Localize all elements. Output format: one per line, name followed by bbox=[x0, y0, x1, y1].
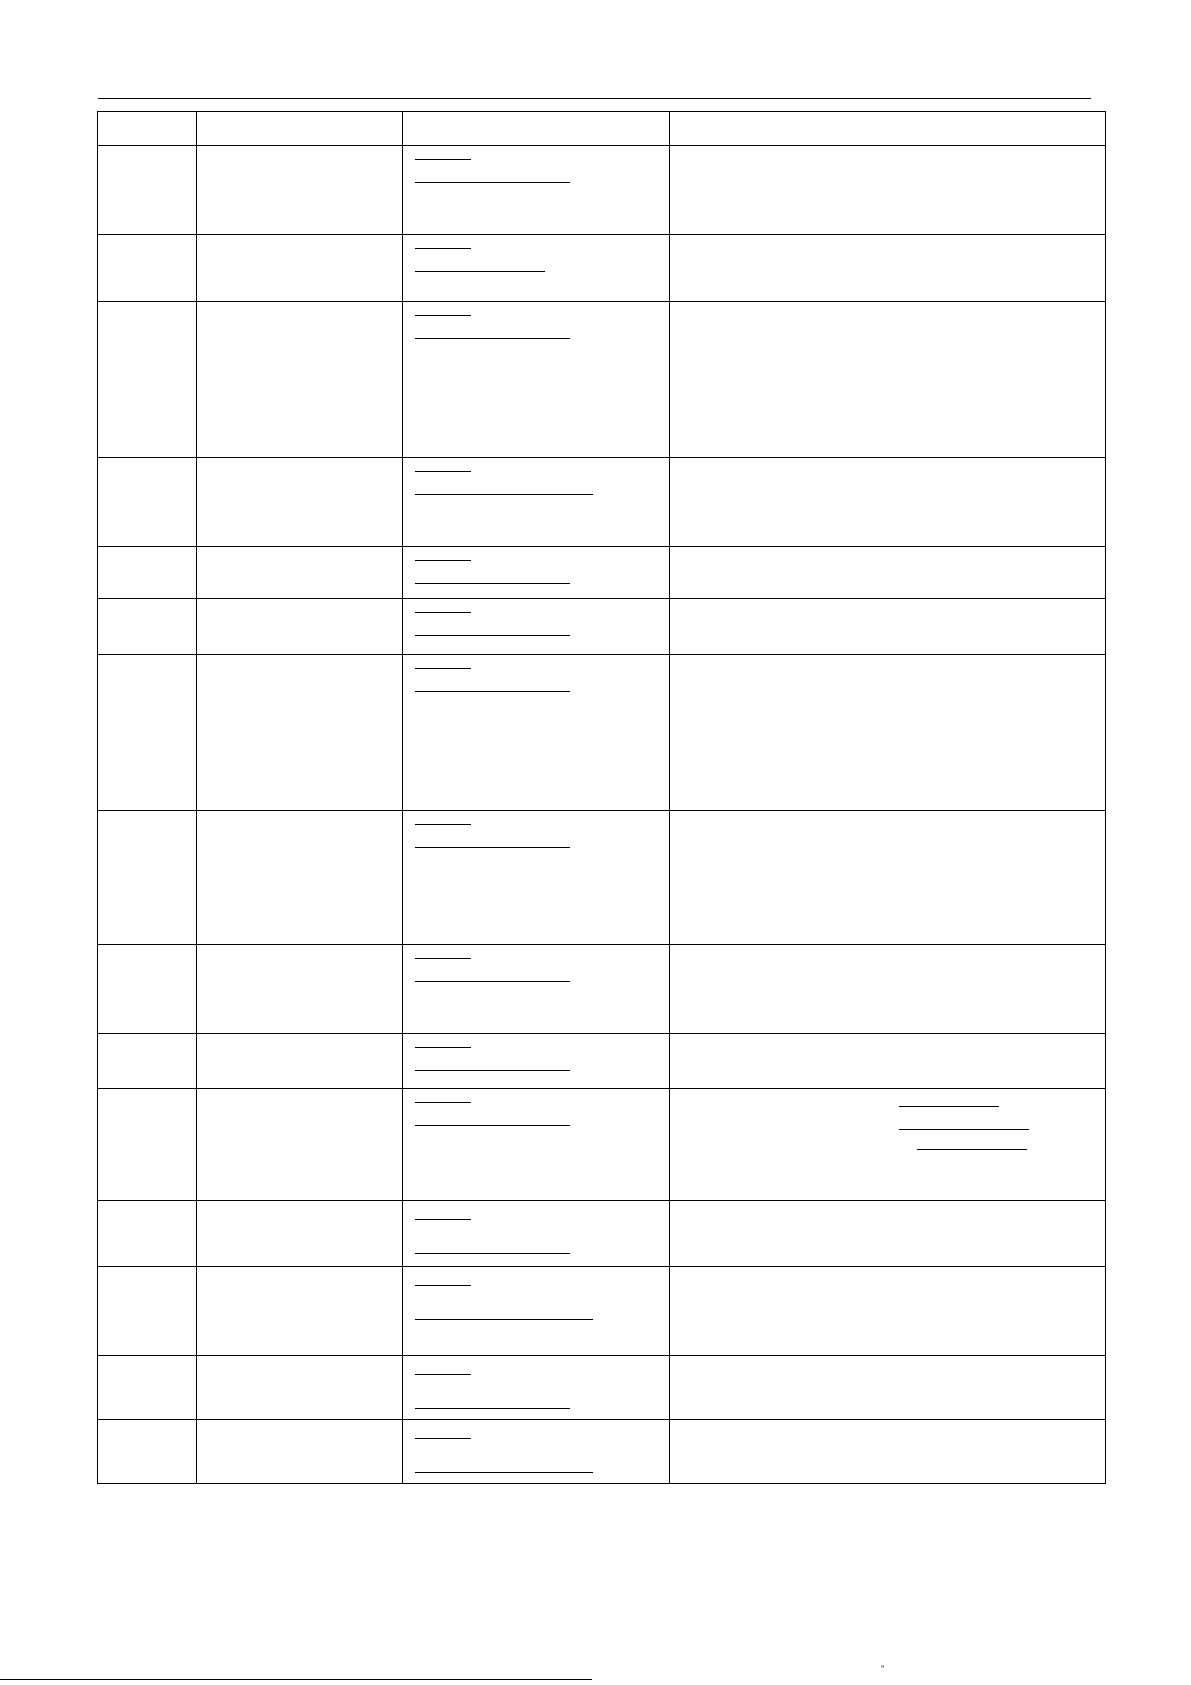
table-row bbox=[98, 945, 1106, 1034]
table-cell-col-b bbox=[197, 1089, 403, 1201]
blank-underline bbox=[415, 1102, 471, 1103]
table-cell-col-d bbox=[670, 1201, 1106, 1267]
table-cell-col-d bbox=[670, 1034, 1106, 1089]
blank-underline bbox=[415, 1319, 593, 1320]
header-cell-2 bbox=[197, 112, 403, 146]
table-row bbox=[98, 458, 1106, 547]
table-row bbox=[98, 1356, 1106, 1420]
table-row bbox=[98, 1089, 1106, 1201]
blank-underline bbox=[899, 1106, 999, 1107]
table-row bbox=[98, 1201, 1106, 1267]
table-cell-col-c bbox=[403, 235, 670, 302]
table-row bbox=[98, 599, 1106, 655]
table-cell-col-a bbox=[98, 945, 197, 1034]
table-cell-col-b bbox=[197, 1267, 403, 1356]
table-cell-col-a bbox=[98, 1089, 197, 1201]
blank-underline bbox=[917, 1149, 1027, 1150]
table-cell-col-d bbox=[670, 1267, 1106, 1356]
table-cell-col-a bbox=[98, 547, 197, 599]
table-row bbox=[98, 302, 1106, 458]
table-cell-col-c bbox=[403, 1267, 670, 1356]
table-cell-col-c bbox=[403, 945, 670, 1034]
blank-underline bbox=[415, 1219, 471, 1220]
table-cell-col-d bbox=[670, 811, 1106, 945]
blank-underline bbox=[899, 1129, 1029, 1130]
table-cell-col-b bbox=[197, 599, 403, 655]
table-cell-col-a bbox=[98, 1201, 197, 1267]
table-cell-col-c bbox=[403, 458, 670, 547]
table-cell-col-c bbox=[403, 302, 670, 458]
blank-underline bbox=[415, 1047, 471, 1048]
table-cell-col-d bbox=[670, 945, 1106, 1034]
blank-underline bbox=[415, 494, 593, 495]
table-cell-col-b bbox=[197, 146, 403, 235]
blank-underline bbox=[415, 583, 570, 584]
table-body bbox=[98, 112, 1106, 1484]
table-cell-col-d bbox=[670, 458, 1106, 547]
blank-underline bbox=[415, 1285, 471, 1286]
table-cell-col-a bbox=[98, 599, 197, 655]
blank-underline bbox=[415, 271, 545, 272]
table-cell-col-a bbox=[98, 1267, 197, 1356]
blank-underline bbox=[415, 471, 471, 472]
blank-underline bbox=[415, 159, 471, 160]
table-cell-col-a bbox=[98, 302, 197, 458]
blank-underline bbox=[415, 1472, 593, 1473]
table-row bbox=[98, 655, 1106, 811]
table-cell-col-a bbox=[98, 1420, 197, 1484]
blank-underline bbox=[415, 1438, 471, 1439]
blank-underline bbox=[415, 560, 471, 561]
table-cell-col-d bbox=[670, 1089, 1106, 1201]
footer-mark: ” bbox=[881, 1664, 884, 1674]
blank-underline bbox=[415, 248, 471, 249]
table-row bbox=[98, 146, 1106, 235]
table-cell-col-b bbox=[197, 547, 403, 599]
blank-underline bbox=[415, 1408, 570, 1409]
table-row bbox=[98, 235, 1106, 302]
table-cell-col-b bbox=[197, 235, 403, 302]
table-cell-col-b bbox=[197, 811, 403, 945]
table-cell-col-c bbox=[403, 1034, 670, 1089]
header-cell-3 bbox=[403, 112, 670, 146]
table-header-row bbox=[98, 112, 1106, 146]
table-cell-col-a bbox=[98, 458, 197, 547]
blank-underline bbox=[415, 824, 471, 825]
table-row bbox=[98, 1267, 1106, 1356]
blank-underline bbox=[415, 847, 570, 848]
table-cell-col-c bbox=[403, 1356, 670, 1420]
header-cell-4 bbox=[670, 112, 1106, 146]
table-cell-col-a bbox=[98, 235, 197, 302]
table-cell-col-a bbox=[98, 146, 197, 235]
table-cell-col-b bbox=[197, 1420, 403, 1484]
table-row bbox=[98, 1034, 1106, 1089]
table-cell-col-c bbox=[403, 655, 670, 811]
table-cell-col-d bbox=[670, 146, 1106, 235]
table-cell-col-b bbox=[197, 1034, 403, 1089]
table-cell-col-d bbox=[670, 655, 1106, 811]
blank-underline bbox=[415, 612, 471, 613]
document-table bbox=[97, 111, 1106, 1484]
blank-underline bbox=[415, 1253, 570, 1254]
table-cell-col-b bbox=[197, 1356, 403, 1420]
blank-underline bbox=[415, 981, 570, 982]
table-row bbox=[98, 547, 1106, 599]
footer-rule bbox=[0, 1679, 592, 1680]
table-cell-col-c bbox=[403, 146, 670, 235]
blank-underline bbox=[415, 338, 570, 339]
table-cell-col-c bbox=[403, 811, 670, 945]
blank-underline bbox=[415, 315, 471, 316]
table-cell-col-c bbox=[403, 599, 670, 655]
table-cell-col-b bbox=[197, 655, 403, 811]
table-cell-col-d bbox=[670, 302, 1106, 458]
table-cell-col-d bbox=[670, 1356, 1106, 1420]
table-cell-col-d bbox=[670, 547, 1106, 599]
table-row bbox=[98, 811, 1106, 945]
table-cell-col-a bbox=[98, 1356, 197, 1420]
blank-underline bbox=[415, 635, 570, 636]
blank-underline bbox=[415, 958, 471, 959]
table-cell-col-c bbox=[403, 1420, 670, 1484]
blank-underline bbox=[415, 668, 471, 669]
table-cell-col-b bbox=[197, 458, 403, 547]
table-cell-col-c bbox=[403, 1201, 670, 1267]
table-cell-col-b bbox=[197, 302, 403, 458]
blank-underline bbox=[415, 182, 570, 183]
header-rule bbox=[98, 98, 1091, 99]
table-cell-col-c bbox=[403, 547, 670, 599]
table-cell-col-a bbox=[98, 1034, 197, 1089]
table-cell-col-a bbox=[98, 811, 197, 945]
blank-underline bbox=[415, 1125, 570, 1126]
table-cell-col-d bbox=[670, 599, 1106, 655]
document-table-wrapper bbox=[97, 111, 1106, 1484]
table-cell-col-d bbox=[670, 1420, 1106, 1484]
table-cell-col-b bbox=[197, 945, 403, 1034]
blank-underline bbox=[415, 1374, 471, 1375]
blank-underline bbox=[415, 1070, 570, 1071]
table-cell-col-c bbox=[403, 1089, 670, 1201]
blank-underline bbox=[415, 691, 570, 692]
header-cell-1 bbox=[98, 112, 197, 146]
table-cell-col-a bbox=[98, 655, 197, 811]
table-row bbox=[98, 1420, 1106, 1484]
table-cell-col-d bbox=[670, 235, 1106, 302]
table-cell-col-b bbox=[197, 1201, 403, 1267]
